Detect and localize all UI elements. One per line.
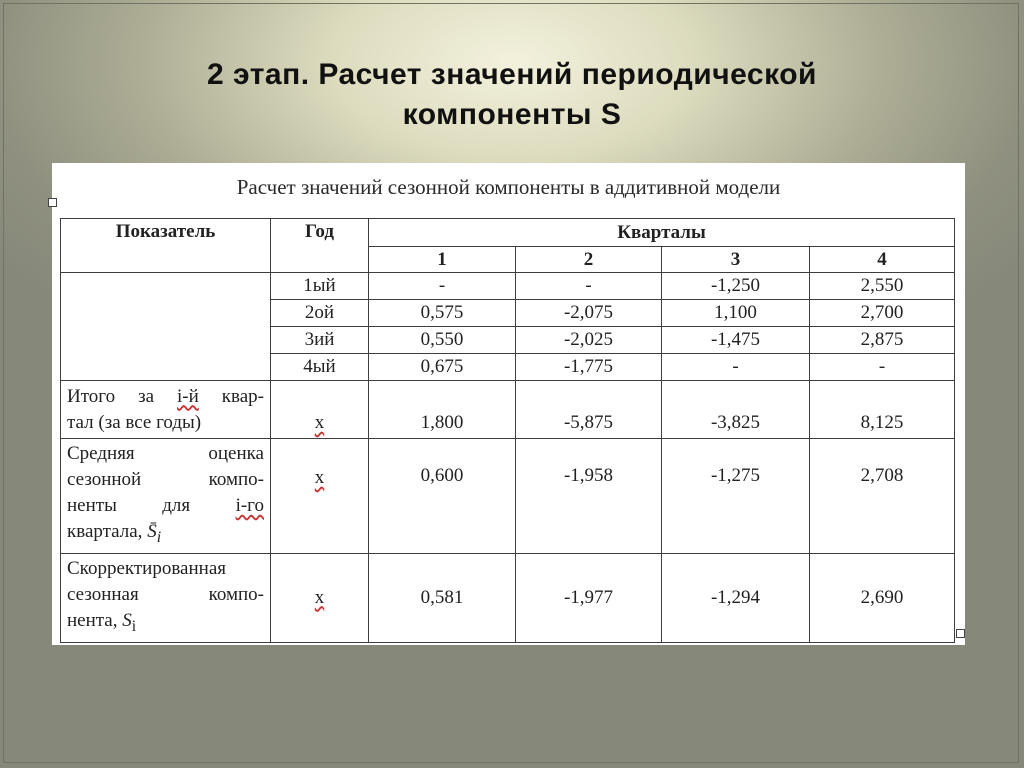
year-cell bbox=[271, 381, 369, 439]
total-label-text: Итого за bbox=[67, 385, 178, 407]
average-label-line-4 bbox=[67, 519, 264, 551]
value-cell: -1,475 bbox=[662, 327, 810, 354]
value-cell: -1,775 bbox=[516, 354, 662, 381]
value-cell: -2,075 bbox=[516, 300, 662, 327]
value-cell: - bbox=[662, 354, 810, 381]
value-cell: -1,294 bbox=[662, 553, 810, 642]
total-label-text: i-й bbox=[177, 385, 199, 407]
average-label-line-3 bbox=[67, 493, 264, 519]
value-cell: -1,958 bbox=[516, 439, 662, 554]
average-label-line-2: сезонной компо- bbox=[67, 469, 264, 490]
year-cell bbox=[271, 553, 369, 642]
header-quarter-2: 2 bbox=[516, 247, 662, 273]
value-cell: 2,700 bbox=[810, 300, 955, 327]
adjusted-label-symbol: S bbox=[122, 609, 132, 631]
header-year: Год bbox=[271, 219, 369, 273]
empty-indicator-cell bbox=[61, 273, 271, 381]
seasonal-component-table bbox=[60, 218, 955, 643]
total-label-line-2: тал (за все годы) bbox=[67, 411, 202, 433]
adjusted-label bbox=[61, 553, 271, 642]
value-cell: 2,875 bbox=[810, 327, 955, 354]
value-cell: -3,825 bbox=[662, 381, 810, 439]
value-cell: 2,708 bbox=[810, 439, 955, 554]
average-label-text: i-го bbox=[235, 495, 264, 516]
value-cell: - bbox=[516, 273, 662, 300]
value-cell: 0,581 bbox=[369, 553, 516, 642]
adjusted-label-line-2: сезонная компо- bbox=[67, 583, 264, 605]
value-cell: -5,875 bbox=[516, 381, 662, 439]
adjusted-label-subscript: i bbox=[131, 617, 137, 635]
header-row-1 bbox=[61, 219, 955, 247]
average-row bbox=[61, 439, 955, 554]
year-cell: 2ой bbox=[271, 300, 369, 327]
x-mark: х bbox=[314, 412, 325, 433]
value-cell: 2,690 bbox=[810, 553, 955, 642]
value-cell: -1,977 bbox=[516, 553, 662, 642]
average-label-line-1: Средняя оценка bbox=[67, 443, 264, 464]
value-cell: 8,125 bbox=[810, 381, 955, 439]
value-cell: - bbox=[810, 354, 955, 381]
x-mark: х bbox=[314, 467, 325, 488]
average-label-symbol: S̄ bbox=[147, 521, 157, 542]
adjusted-row bbox=[61, 553, 955, 642]
year-cell: 1ый bbox=[271, 273, 369, 300]
header-quarter-1: 1 bbox=[369, 247, 516, 273]
year-cell: 4ый bbox=[271, 354, 369, 381]
adjusted-label-text: нента, bbox=[67, 609, 123, 631]
header-quarter-4: 4 bbox=[810, 247, 955, 273]
value-cell: 0,675 bbox=[369, 354, 516, 381]
average-label bbox=[61, 439, 271, 554]
header-indicator: Показатель bbox=[61, 219, 271, 273]
adjusted-label-line-1: Скорректированная bbox=[67, 557, 226, 579]
year-cell: 3ий bbox=[271, 327, 369, 354]
value-cell: - bbox=[369, 273, 516, 300]
value-cell: -2,025 bbox=[516, 327, 662, 354]
table-caption: Расчет значений сезонной компоненты в аддитивной модели bbox=[236, 175, 781, 199]
average-label-subscript: i bbox=[156, 528, 162, 546]
value-cell: 2,550 bbox=[810, 273, 955, 300]
value-cell: 0,550 bbox=[369, 327, 516, 354]
year-cell bbox=[271, 439, 369, 554]
value-cell: 1,800 bbox=[369, 381, 516, 439]
value-cell: 0,575 bbox=[369, 300, 516, 327]
x-mark: х bbox=[314, 586, 325, 608]
value-cell: 0,600 bbox=[369, 439, 516, 554]
value-cell: -1,275 bbox=[662, 439, 810, 554]
total-label bbox=[61, 381, 271, 439]
total-label-text: квар- bbox=[198, 385, 264, 407]
slide-title bbox=[100, 55, 924, 135]
total-label-line-1 bbox=[67, 384, 264, 410]
slide-title-line-1: 2 этап. Расчет значений периодической bbox=[207, 58, 817, 91]
average-label-text: ненты для bbox=[67, 495, 236, 516]
table-image bbox=[52, 163, 965, 645]
adjusted-label-line-3 bbox=[67, 608, 264, 640]
value-cell: 1,100 bbox=[662, 300, 810, 327]
table-move-handle[interactable] bbox=[48, 198, 57, 207]
table-row bbox=[61, 273, 955, 300]
table-resize-handle[interactable] bbox=[956, 629, 965, 638]
total-row bbox=[61, 381, 955, 439]
slide-title-line-2: компоненты S bbox=[402, 98, 622, 131]
value-cell: -1,250 bbox=[662, 273, 810, 300]
header-quarters: Кварталы bbox=[369, 219, 955, 247]
average-label-text: квартала, bbox=[67, 521, 148, 542]
header-quarter-3: 3 bbox=[662, 247, 810, 273]
